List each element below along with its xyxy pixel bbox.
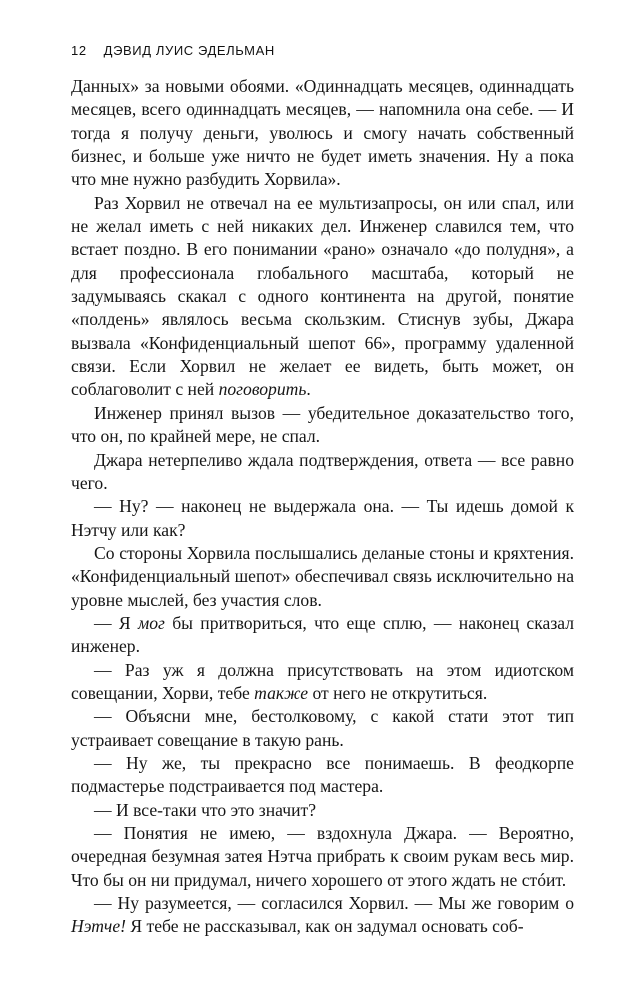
paragraph: — И все-таки что это значит? bbox=[94, 799, 317, 820]
body-text bbox=[71, 75, 574, 939]
paragraph: — Раз уж я должна присутствовать на этом идиотском совещании, Хорви, тебе также от него не открутиться. bbox=[71, 659, 574, 703]
paragraph: — Объясни мне, бестолковому, с какой стати этот тип устраивает совещание в такую рань. bbox=[71, 706, 574, 750]
paragraph: Инженер принял вызов — убедительное доказательство того, что он, по крайней мере, не спал. bbox=[71, 402, 574, 447]
paragraph: Джара нетерпеливо ждала подтверждения, ответа — все равно чего. bbox=[71, 449, 574, 493]
paragraph: — Я мог бы притвориться, что еще сплю, — наконец сказал инженер. bbox=[71, 612, 575, 657]
paragraph: — Ну разумеется, — согласился Хорвил. — Мы же говорим о Нэтче! Я тебе не рассказывал, как он задумал основать соб- bbox=[71, 893, 574, 937]
paragraph: Со стороны Хорвила послышались деланые стоны и кряхтения. «Конфиденциальный шепот» обеспечивал связь исключительно на уровне мыслей, без участия слов. bbox=[71, 542, 574, 610]
running-title: ДЭВИД ЛУИС ЭДЕЛЬМАН bbox=[103, 43, 275, 58]
paragraph: — Ну? — наконец не выдержала она. — Ты идешь домой к Нэтчу или как? bbox=[71, 496, 574, 540]
page-number: 12 bbox=[71, 43, 87, 58]
italic-emphasis: мог bbox=[137, 612, 165, 633]
paragraph: — Ну же, ты прекрасно все понимаешь. В феодкорпе подмастерье подстраивается под мастера. bbox=[71, 752, 574, 797]
paragraph: Раз Хорвил не отвечал на ее мультизапросы, он или спал, или не желал иметь с ней никаких дел. Инженер славился тем, что встает поздно. В его понимании «рано» означало «до полудня», а для профессионала глобального масштаба, который не задумываясь скакал с одного континента на другой, понятие «полдень» являлось весьма скользким. Стиснув зубы, Джара вызвала «Конфиденциальный шепот 66», программу удаленной связи. Если Хорвил не желает ее видеть, быть может, он соблаговолит с ней поговорить. bbox=[71, 192, 574, 400]
running-header bbox=[71, 43, 275, 58]
italic-emphasis: также bbox=[254, 682, 309, 703]
italic-emphasis: поговорить bbox=[218, 379, 307, 400]
paragraph: Данных» за новыми обоями. «Одиннадцать месяцев, одиннадцать месяцев, всего одиннадцать месяцев, — напомнила она себе. — И тогда я получу деньги, уволюсь и смогу начать собственный бизнес, и больше уже ничто не будет иметь значения. Ну а пока что мне нужно разбудить Хорвила». bbox=[71, 76, 574, 190]
italic-emphasis: Нэтче! bbox=[71, 916, 126, 937]
paragraph: — Понятия не имею, — вздохнула Джара. — Вероятно, очередная безумная затея Нэтча прибрать к своим рукам весь мир. Что бы он ни придумал, ничего хорошего от этого ждать не стóит. bbox=[71, 823, 574, 890]
